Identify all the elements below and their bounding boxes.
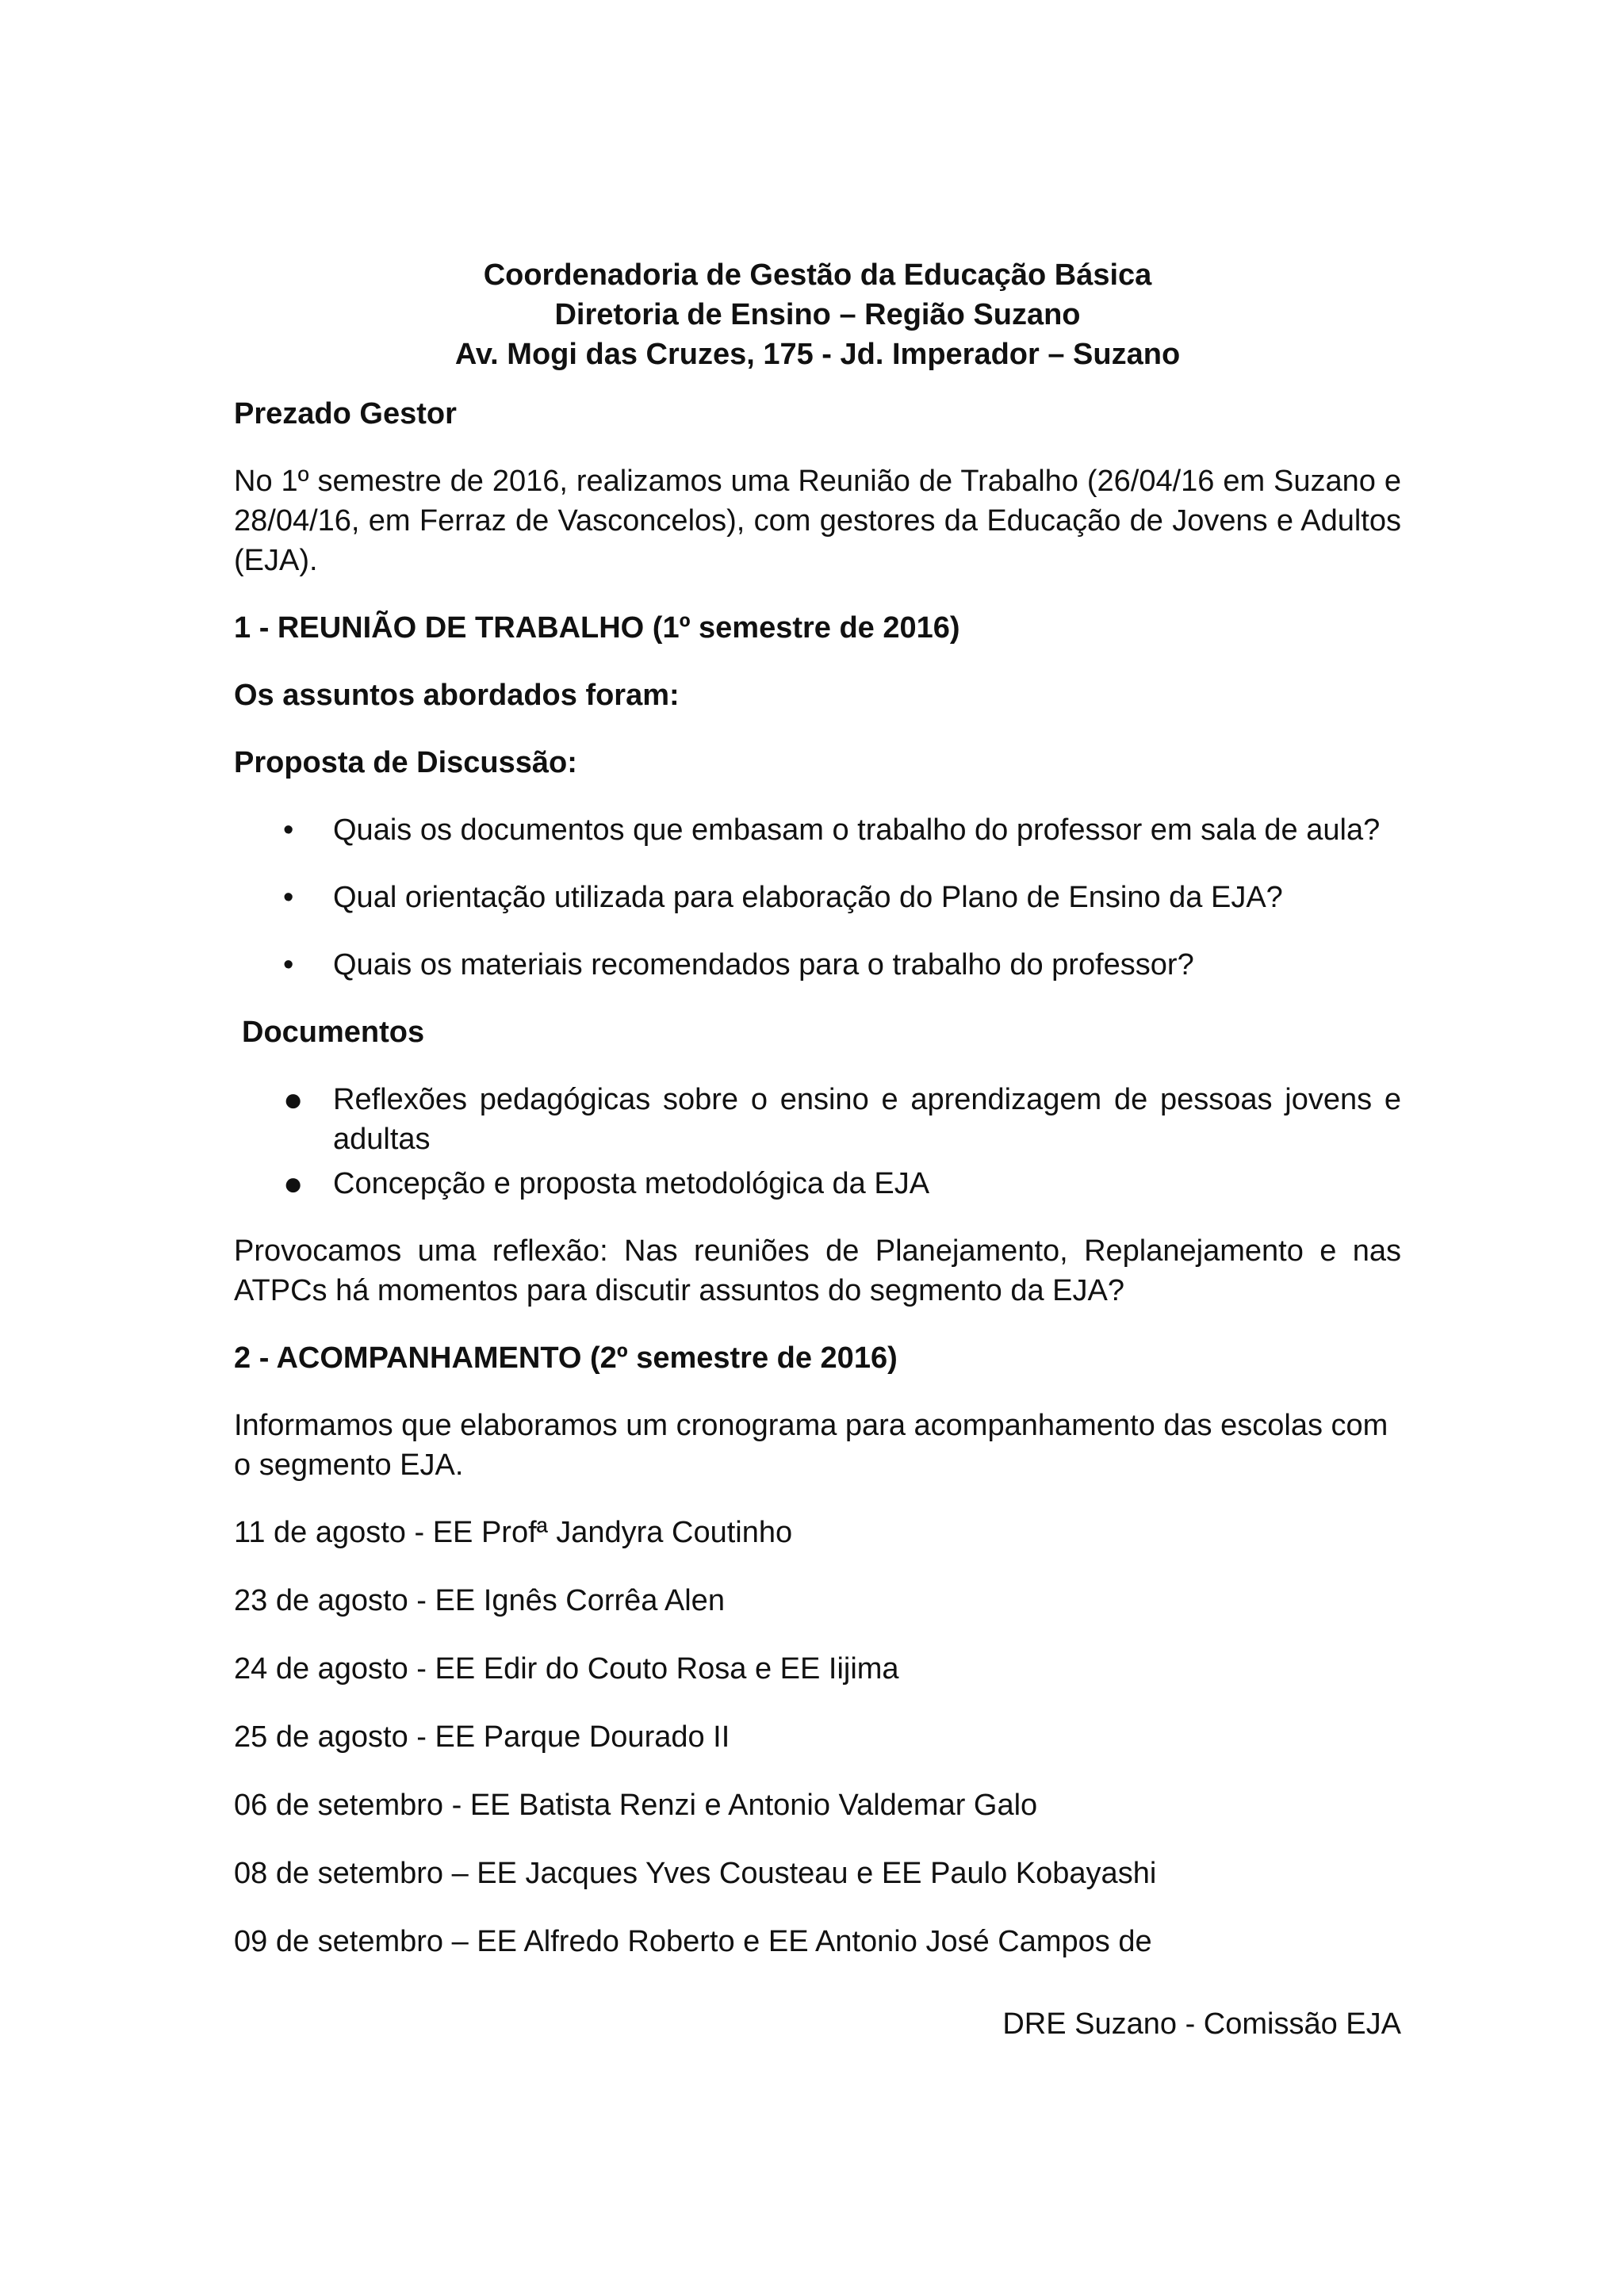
list-item: [234, 1080, 1401, 1159]
greeting: Prezado Gestor: [234, 397, 457, 430]
reflection-paragraph: Provocamos uma reflexão: Nas reuniões de Planejamento, Replanejamento e nas ATPCs há momentos para discutir assuntos do segmento da EJA?: [234, 1234, 1401, 1307]
bullet-icon: •: [283, 881, 294, 914]
schedule-item: 24 de agosto - EE Edir do Couto Rosa e EE Iijima: [234, 1652, 899, 1686]
question-text: Quais os materiais recomendados para o trabalho do professor?: [333, 948, 1194, 982]
list-item: [234, 810, 1401, 850]
schedule-item: 09 de setembro – EE Alfredo Roberto e EE Antonio José Campos de: [234, 1925, 1152, 1958]
page-footer: DRE Suzano - Comissão EJA: [1002, 2007, 1401, 2041]
section-2-intro: Informamos que elaboramos um cronograma para acompanhamento das escolas com o segmento EJA.: [234, 1409, 1388, 1482]
bullet-icon: •: [283, 813, 294, 847]
document-body: [234, 255, 1401, 1990]
proposal-title: Proposta de Discussão:: [234, 746, 577, 779]
visit-schedule: [234, 1513, 1401, 1961]
document-text: Reflexões pedagógicas sobre o ensino e aprendizagem de pessoas jovens e adultas: [333, 1083, 1401, 1156]
schedule-item: 23 de agosto - EE Ignês Corrêa Alen: [234, 1584, 725, 1617]
letterhead-line-2: Diretoria de Ensino – Região Suzano: [554, 298, 1081, 331]
section-1-subtitle: Os assuntos abordados foram:: [234, 679, 680, 712]
discussion-questions-list: [234, 810, 1401, 985]
letterhead: [234, 255, 1401, 374]
question-text: Qual orientação utilizada para elaboração do Plano de Ensino da EJA?: [333, 881, 1283, 914]
question-text: Quais os documentos que embasam o trabalho do professor em sala de aula?: [333, 813, 1381, 847]
intro-paragraph: No 1º semestre de 2016, realizamos uma Reunião de Trabalho (26/04/16 em Suzano e 28/04/16, em Ferraz de Vasconcelos), com gestores da Educação de Jovens e Adultos (EJA).: [234, 465, 1401, 577]
documents-list: [234, 1080, 1401, 1203]
section-1-title: 1 - REUNIÃO DE TRABALHO (1º semestre de 2016): [234, 611, 960, 645]
schedule-item: 25 de agosto - EE Parque Dourado II: [234, 1720, 730, 1754]
bullet-icon: •: [283, 948, 294, 982]
list-item: [234, 1164, 1401, 1203]
bullet-icon: ●: [283, 1081, 304, 1118]
letterhead-line-1: Coordenadoria de Gestão da Educação Básica: [483, 258, 1152, 292]
document-text: Concepção e proposta metodológica da EJA: [333, 1167, 930, 1200]
letterhead-line-3: Av. Mogi das Cruzes, 175 - Jd. Imperador – Suzano: [454, 338, 1181, 371]
bullet-icon: ●: [283, 1165, 304, 1202]
schedule-item: 08 de setembro – EE Jacques Yves Cousteau e EE Paulo Kobayashi: [234, 1857, 1157, 1890]
list-item: [234, 945, 1401, 985]
section-2-title: 2 - ACOMPANHAMENTO (2º semestre de 2016): [234, 1341, 898, 1375]
documents-title: Documentos: [242, 1016, 425, 1049]
schedule-item: 06 de setembro - EE Batista Renzi e Antonio Valdemar Galo: [234, 1789, 1038, 1822]
list-item: [234, 878, 1401, 917]
schedule-item: 11 de agosto - EE Profª Jandyra Coutinho: [234, 1516, 793, 1549]
